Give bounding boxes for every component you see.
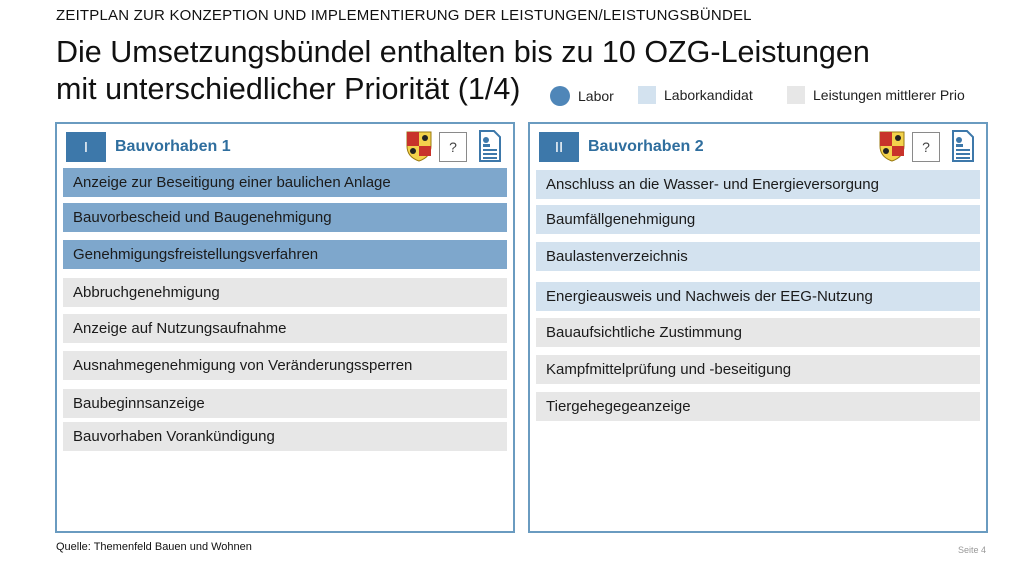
title-line-2: mit unterschiedlicher Priorität (1/4) (56, 72, 521, 106)
list-item[interactable]: Anzeige auf Nutzungsaufnahme (63, 314, 507, 343)
legend-item-mittlere-prio (787, 86, 965, 104)
help-button[interactable]: ? (912, 132, 940, 162)
list-item[interactable]: Energieausweis und Nachweis der EEG-Nutzung (536, 282, 980, 311)
list-item[interactable]: Baubeginnsanzeige (63, 389, 507, 418)
source-note: Quelle: Themenfeld Bauen und Wohnen (56, 541, 252, 553)
page-number: Seite 4 (957, 545, 986, 555)
legend-label-labor: Labor (578, 88, 614, 104)
labor-swatch-icon (550, 86, 570, 106)
mittlere-prio-swatch-icon (787, 86, 805, 104)
list-item[interactable]: Abbruchgenehmigung (63, 278, 507, 307)
panel-badge: I (66, 132, 106, 162)
panel-bauvorhaben-2 (528, 122, 988, 533)
document-icon[interactable] (950, 130, 976, 162)
legend-label-laborkandidat: Laborkandidat (664, 87, 753, 103)
list-item[interactable]: Tiergehegegeanzeige (536, 392, 980, 421)
crest-icon (405, 130, 433, 162)
laborkandidat-swatch-icon (638, 86, 656, 104)
list-item[interactable]: Bauvorbescheid und Baugenehmigung (63, 203, 507, 232)
list-item[interactable]: Baulastenverzeichnis (536, 242, 980, 271)
legend-label-mittlere-prio: Leistungen mittlerer Prio (813, 87, 965, 103)
list-item[interactable]: Ausnahmegenehmigung von Veränderungssperren (63, 351, 507, 380)
help-button[interactable]: ? (439, 132, 467, 162)
panel-header (538, 132, 978, 162)
title-line-1: Die Umsetzungsbündel enthalten bis zu 10 OZG-Leistungen (56, 35, 870, 69)
legend-item-labor (550, 86, 614, 106)
panel-title: Bauvorhaben 1 (115, 138, 231, 155)
list-item[interactable]: Anschluss an die Wasser- und Energieversorgung (536, 170, 980, 199)
list-item[interactable]: Genehmigungsfreistellungsverfahren (63, 240, 507, 269)
list-item[interactable]: Baumfällgenehmigung (536, 205, 980, 234)
section-kicker: ZEITPLAN ZUR KONZEPTION UND IMPLEMENTIERUNG DER LEISTUNGEN/LEISTUNGSBÜNDEL (56, 7, 752, 24)
list-item[interactable]: Kampfmittelprüfung und -beseitigung (536, 355, 980, 384)
legend-item-laborkandidat (638, 86, 753, 104)
panel-header (65, 132, 505, 162)
list-item[interactable]: Anzeige zur Beseitigung einer baulichen Anlage (63, 168, 507, 197)
list-item[interactable]: Bauaufsichtliche Zustimmung (536, 318, 980, 347)
document-icon[interactable] (477, 130, 503, 162)
crest-icon (878, 130, 906, 162)
panel-badge: II (539, 132, 579, 162)
panel-bauvorhaben-1 (55, 122, 515, 533)
list-item[interactable]: Bauvorhaben Vorankündigung (63, 422, 507, 451)
panel-title: Bauvorhaben 2 (588, 138, 704, 155)
